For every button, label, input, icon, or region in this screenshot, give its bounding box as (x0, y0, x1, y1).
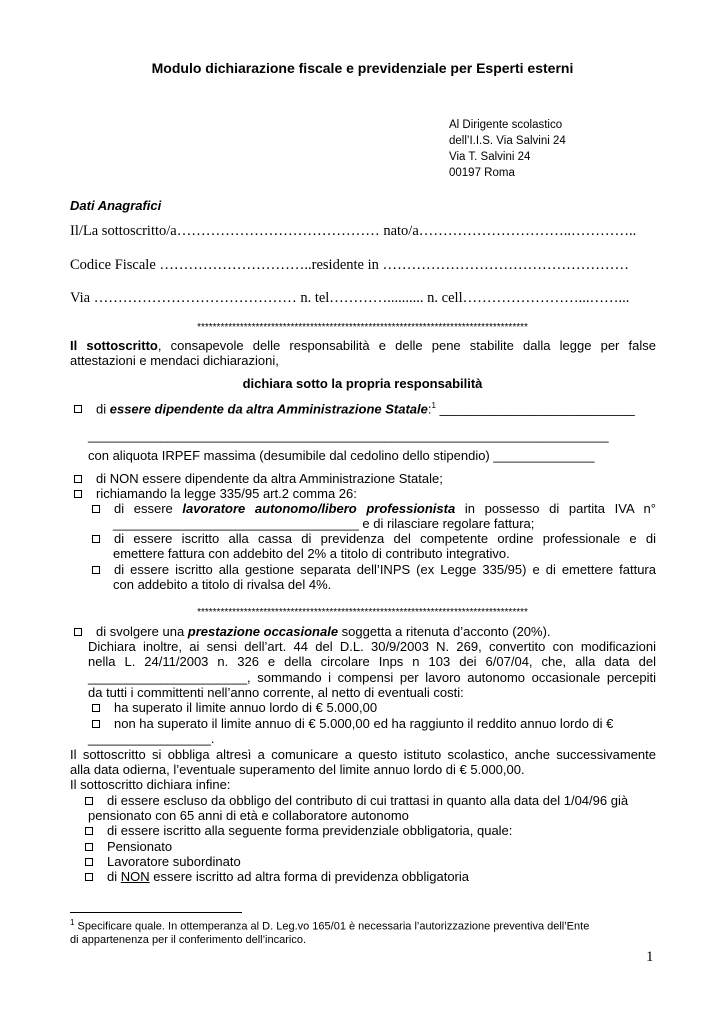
option-employee: di essere dipendente da altra Amministrazione Statale:$^1$ ___________________________ (74, 401, 635, 416)
form-line-name: Il/La sottoscritto/a…………………………………… nato/a…………………………..………….. (70, 223, 637, 239)
declaration-heading: dichiara sotto la propria responsabilità (242, 376, 483, 391)
checkbox-icon[interactable] (92, 704, 100, 712)
section-heading: Dati Anagrafici (70, 198, 162, 213)
checkbox-icon[interactable] (92, 720, 100, 728)
checkbox-icon[interactable] (92, 566, 100, 574)
final-option-excluded: di essere escluso da obbligo del contributo di cui trattasi in quanto alla data del 1/04/96 già (85, 793, 628, 808)
separator: ************************************************************************************* (197, 607, 528, 618)
check-exceeded: ha superato il limite annuo lordo di € 5.000,00 (92, 700, 377, 715)
sub-option-inps-cont: con addebito a titolo di rivalsa del 4%. (113, 577, 332, 592)
obligation-text: Il sottoscritto si obbliga altresì a comunicare a questo istituto scolastico, anche successivamente (70, 747, 656, 762)
blank-line: ________________________________________________________________________ (88, 428, 609, 443)
checkbox-icon[interactable] (74, 475, 82, 483)
final-option-registered: di essere iscritto alla seguente forma previdenziale obbligatoria, quale: (85, 823, 512, 838)
obligation-text: alla data odierna, l’eventuale superamento del limite annuo lordo di € 5.000,00. (70, 762, 525, 777)
option-not-employee: di NON essere dipendente da altra Amministrazione Statale; (74, 471, 443, 486)
document-title: Modulo dichiarazione fiscale e previdenziale per Esperti esterni (151, 60, 574, 76)
intro-line: Il sottoscritto, consapevole delle responsabilità e delle pene stabilite dalla legge per false (70, 338, 656, 353)
recipient-line: dell’I.I.S. Via Salvini 24 (449, 135, 566, 147)
checkbox-icon[interactable] (85, 827, 93, 835)
checkbox-icon[interactable] (74, 405, 82, 413)
option-law-335: richiamando la legge 335/95 art.2 comma 26: (74, 486, 357, 501)
checkbox-icon[interactable] (85, 797, 93, 805)
intro-bold: Il sottoscritto (70, 338, 158, 353)
separator: ************************************************************************************* (197, 322, 528, 333)
recipient-line: Al Dirigente scolastico (449, 119, 563, 131)
footnote-ref: 1 (431, 401, 436, 410)
occasional-text: Dichiara inoltre, ai sensi dell’art. 44 del D.L. 30/9/2003 N. 269, convertito con modificazioni (88, 639, 656, 654)
final-option-pensioner: Pensionato (85, 839, 172, 854)
irpef-line: con aliquota IRPEF massima (desumibile dal cedolino dello stipendio) ______________ (88, 448, 595, 463)
final-option-not-registered: di NON essere iscritto ad altra forma di previdenza obbligatoria (85, 869, 469, 884)
occasional-text: nella L. 24/11/2003 n. 326 e della circolare Inps n 103 dei 6/07/04, che, alla data del (88, 654, 656, 669)
checkbox-icon[interactable] (74, 628, 82, 636)
checkbox-icon[interactable] (92, 505, 100, 513)
option-occasional: di svolgere una prestazione occasionale soggetta a ritenuta d’acconto (20%). (74, 624, 551, 639)
form-line-address: Via …………………………………… n. tel………….......... n. cell……………………...……... (70, 290, 630, 306)
sub-option-freelance: di essere lavoratore autonomo/libero professionista in possesso di partita IVA n° (92, 501, 656, 516)
occasional-text: da tutti i committenti nell’anno corrente, al netto di eventuali costi: (88, 685, 464, 700)
page-number: 1 (646, 949, 654, 965)
checkbox-icon[interactable] (92, 535, 100, 543)
footnote-rule (70, 912, 242, 913)
sub-option-professional-fund-cont: emettere fattura con addebito del 2% a titolo di contributo integrativo. (113, 546, 510, 561)
checkbox-icon[interactable] (85, 843, 93, 851)
intro-line: attestazioni e mendaci dichiarazioni, (70, 353, 279, 368)
recipient-line: Via T. Salvini 24 (449, 151, 531, 163)
final-option-employee: Lavoratore subordinato (85, 854, 241, 869)
sub-option-professional-fund: di essere iscritto alla cassa di previdenza del competente ordine professionale e di (92, 531, 656, 546)
form-line-fiscal-code: Codice Fiscale …………………………..residente in …………………………………………… (70, 257, 630, 273)
footnote-line: $^1$ Specificare quale. In ottemperanza al D. Leg.vo 165/01 è necessaria l’autorizzazione preventiva dell’Ente (70, 918, 590, 933)
checkbox-icon[interactable] (85, 873, 93, 881)
checkbox-icon[interactable] (85, 858, 93, 866)
footnote-line: di appartenenza per il conferimento dell’incarico. (70, 934, 307, 946)
sub-option-inps: di essere iscritto alla gestione separata dell’INPS (ex Legge 335/95) e di emettere fattura (92, 562, 656, 577)
vat-line: __________________________________ e di rilasciare regolare fattura; (113, 516, 535, 531)
occasional-text: ______________________, sommando i compensi per lavoro autonomo occasionale percepiti (88, 670, 656, 685)
final-intro: Il sottoscritto dichiara infine: (70, 777, 231, 792)
recipient-line: 00197 Roma (449, 167, 515, 179)
checkbox-icon[interactable] (74, 490, 82, 498)
check-not-exceeded: non ha superato il limite annuo di € 5.000,00 ed ha raggiunto il reddito annuo lordo di € (92, 716, 613, 731)
final-option-excluded-cont: pensionato con 65 anni di età e collaboratore autonomo (88, 808, 409, 823)
amount-blank: _________________. (88, 731, 215, 746)
